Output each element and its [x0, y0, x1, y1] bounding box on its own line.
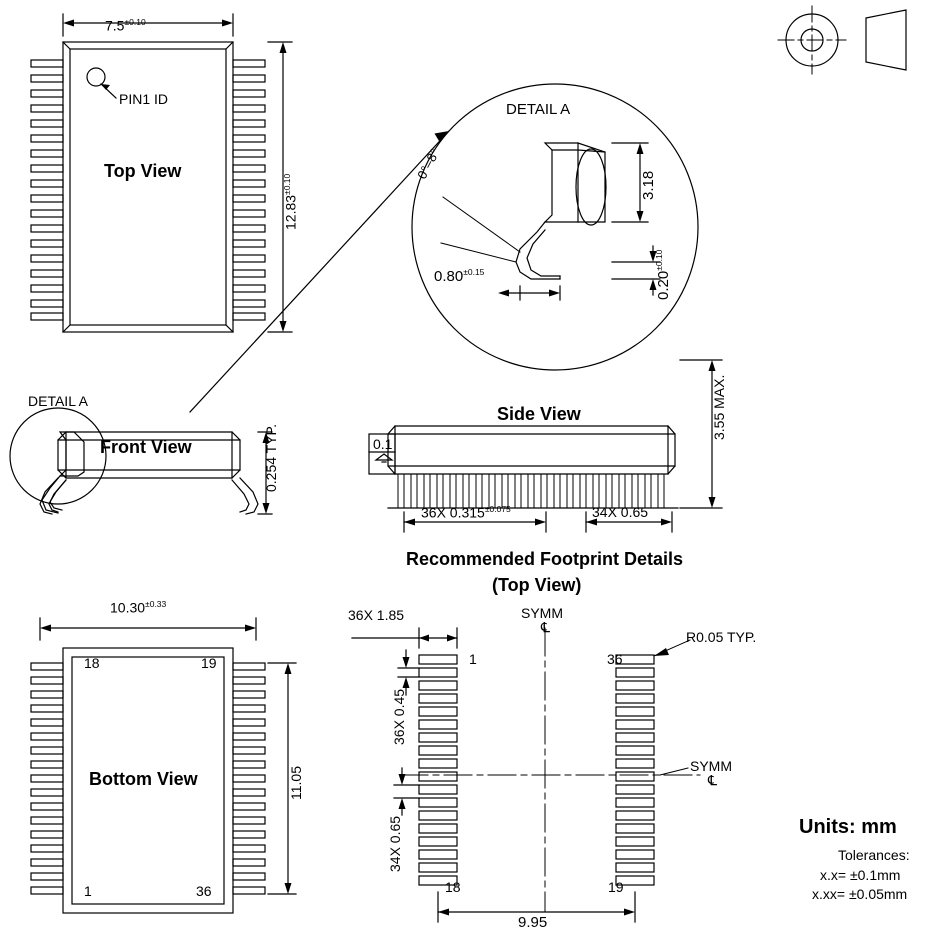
dim-pitch-36x: 36X $0.315^{\pm 0.075}$ — [421, 504, 511, 521]
tolerance-line-2: x.xx= ±0.05mm — [812, 886, 908, 902]
dim-corner-radius: R0.05 TYP. — [686, 629, 757, 645]
pin-label-18-top: 18 — [84, 655, 100, 671]
dim-overall-width: 9.95 — [518, 914, 548, 931]
pin-label-1-bottom: 1 — [84, 883, 92, 899]
dim-lead-thickness: $0.20^{\pm 0.10}$ — [654, 249, 672, 300]
detail-a-ref-label: DETAIL A — [28, 393, 88, 409]
dim-footprint-pitch-34x: 34X 0.65 — [387, 815, 403, 872]
symm-top-glyph: ℄ — [541, 619, 550, 635]
pin1-id-label: PIN1 ID — [119, 91, 169, 107]
front-view-label: Front View — [100, 437, 192, 457]
dim-flatness: 0.1 — [373, 436, 393, 452]
footprint-pin-36: 36 — [607, 651, 623, 667]
symm-top-label: SYMM — [521, 605, 563, 621]
symm-right-label: SYMM — [690, 758, 732, 774]
footprint-title-line2: (Top View) — [492, 575, 582, 595]
footprint-pin-18: 18 — [445, 879, 461, 895]
bottom-view-label: Bottom View — [89, 769, 198, 789]
dim-bottom-height: 11.05 — [288, 766, 304, 800]
pin-label-36-bottom: 36 — [196, 883, 212, 899]
units-note: Units: mm — [799, 816, 897, 838]
dim-pitch-34x: 34X 0.65 — [592, 504, 649, 520]
pin-label-19-top: 19 — [201, 655, 217, 671]
dim-pad-len-36x: 36X 1.85 — [348, 607, 405, 623]
symm-right-glyph: ℄ — [708, 772, 717, 788]
dim-lead-height: 3.18 — [640, 170, 657, 200]
dim-body-width: $7.5^{\pm 0.10}$ — [105, 17, 146, 34]
side-view-label: Side View — [497, 404, 581, 424]
dim-lead-angle: 0°–8° — [414, 146, 443, 182]
footprint-pin-19: 19 — [608, 879, 624, 895]
tolerance-line-1: x.x= ±0.1mm — [820, 867, 901, 883]
footprint-title-line1: Recommended Footprint Details — [406, 549, 684, 569]
dim-pad-width-36x: 36X 0.45 — [391, 688, 407, 745]
top-view-label: Top View — [104, 161, 182, 181]
dim-bottom-width: $10.30^{\pm 0.33}$ — [110, 599, 167, 616]
dim-lead-length: $0.80^{\pm 0.15}$ — [434, 267, 485, 285]
dim-seating-typ: 0.254 TYP. — [263, 424, 279, 492]
footprint-pin-1: 1 — [469, 651, 477, 667]
detail-a-title: DETAIL A — [506, 101, 571, 118]
dim-body-height: $12.83^{\pm 0.10}$ — [282, 173, 299, 230]
dim-max-height: 3.55 MAX. — [711, 374, 727, 440]
tolerances-title: Tolerances: — [838, 847, 910, 863]
